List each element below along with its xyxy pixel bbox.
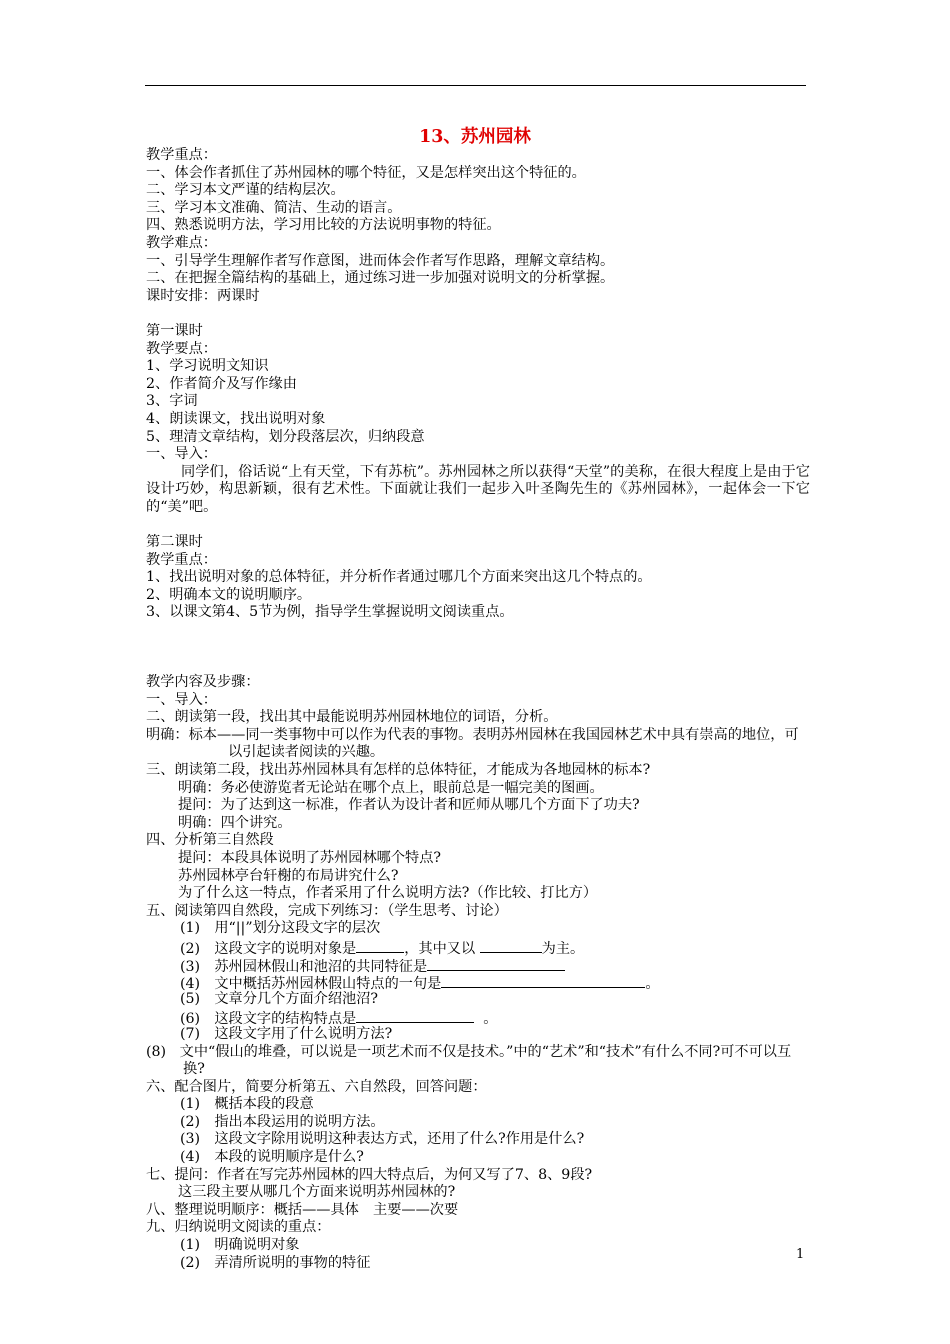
- text-line: 教学重点：: [146, 551, 217, 568]
- item-number: (2): [180, 1254, 201, 1271]
- item-number: (1): [180, 920, 201, 937]
- text-line: 八、整理说明顺序：概括——具体 主要——次要: [146, 1201, 459, 1218]
- exercise-item: [146, 1008, 810, 1026]
- item-number: (1): [180, 1237, 201, 1254]
- item-text: 这段文字用了什么说明方法?: [214, 1025, 393, 1042]
- intro-paragraph: 同学们，俗话说“上有天堂，下有苏杭”。苏州园林之所以获得“天堂”的美称，在很大程度上是由于它设计巧妙，构思新颖，很有艺术性。下面就让我们一起步入叶圣陶先生的《苏州园林》，一起体会一下它的“美”吧。: [146, 463, 810, 515]
- page-title: 13、苏州园林: [419, 127, 531, 147]
- item-text: 文章分几个方面介绍池沼?: [214, 990, 378, 1007]
- text-line: 六、配合图片，简要分析第五、六自然段，回答问题：: [146, 1078, 487, 1095]
- blank-space: [146, 622, 810, 674]
- item-number: (3): [180, 1131, 201, 1148]
- item-text: 。: [483, 1011, 498, 1028]
- exercise-item: [146, 1026, 810, 1044]
- item-text: 文中“假山的堆叠，可以说是一项艺术而不仅是技术。”中的“艺术”和“技术”有什么不同?可不可以互换?: [179, 1043, 792, 1078]
- text-line: 1、学习说明文知识: [146, 358, 269, 375]
- list-item: [146, 1131, 810, 1149]
- list-item: [146, 1237, 810, 1255]
- exercise-item: [146, 938, 810, 956]
- text-line: 二、在把握全篇结构的基础上，通过练习进一步加强对说明文的分析掌握。: [146, 270, 615, 287]
- item-text: 为主。: [541, 940, 585, 957]
- exercise-item: [146, 991, 810, 1009]
- item-number: (1): [180, 1096, 201, 1113]
- exercise-item: [146, 956, 810, 974]
- text-line: 第一课时: [146, 322, 203, 339]
- item-number: (3): [180, 958, 201, 975]
- text-line: 苏州园林亭台轩榭的布局讲究什么?: [178, 867, 399, 884]
- text-line: 九、归纳说明文阅读的重点：: [146, 1219, 331, 1236]
- item-text: 这段文字除用说明这种表达方式，还用了什么?作用是什么?: [214, 1131, 585, 1148]
- item-text: 用“: [214, 920, 236, 937]
- text-line: 明确：务必使游览者无论站在哪个点上，眼前总是一幅完美的图画。: [178, 779, 604, 796]
- blank-line: [146, 305, 810, 323]
- item-text: ，其中又以: [404, 940, 476, 957]
- item-number: (7): [180, 1025, 201, 1042]
- text-line: 二、朗读第一段，找出其中最能说明苏州园林地位的词语，分析。: [146, 709, 558, 726]
- item-text: 苏州园林假山和池沼的共同特征是: [214, 958, 428, 975]
- text-line: 三、学习本文准确、简洁、生动的语言。: [146, 199, 402, 216]
- item-text: 指出本段运用的说明方法。: [214, 1113, 385, 1130]
- text-line: 四、熟悉说明方法，学习用比较的方法说明事物的特征。: [146, 217, 501, 234]
- answer-paragraph: 明确：标本——同一类事物中可以作为代表的事物。表明苏州园林在我国园林艺术中具有崇高的地位，可以引起读者阅读的兴趣。: [146, 726, 799, 761]
- text-line: 教学难点：: [146, 234, 217, 251]
- text-line: 这三段主要从哪几个方面来说明苏州园林的?: [178, 1184, 456, 1201]
- text-line: 教学要点：: [146, 340, 217, 357]
- exercise-item: [146, 1044, 810, 1079]
- item-number: (5): [180, 990, 201, 1007]
- text-line: 一、体会作者抓住了苏州园林的哪个特征，又是怎样突出这个特征的。: [146, 164, 586, 181]
- text-line: 七、提问：作者在写完苏州园林的四大特点后，为何又写了7、8、9段?: [146, 1166, 593, 1183]
- text-line: 2、作者简介及写作缘由: [146, 375, 297, 392]
- text-line: 为了什么这一特点，作者采用了什么说明方法?（作比较、打比方）: [178, 885, 598, 902]
- text-line: 4、朗读课文，找出说明对象: [146, 410, 326, 427]
- text-line: 第二课时: [146, 534, 203, 551]
- item-number: (2): [180, 940, 201, 957]
- list-item: [146, 1255, 810, 1273]
- text-line: 5、理清文章结构，划分段落层次，归纳段意: [146, 428, 425, 445]
- text-line: 二、学习本文严谨的结构层次。: [146, 182, 345, 199]
- text-line: 明确：四个讲究。: [178, 814, 292, 831]
- blank-field[interactable]: [356, 1008, 474, 1023]
- item-number: (2): [180, 1113, 201, 1130]
- exercise-item: [146, 973, 810, 991]
- text-line: 一、导入：: [146, 446, 217, 463]
- item-number: (4): [180, 976, 201, 993]
- text-line: 3、字词: [146, 393, 198, 410]
- document-body: [146, 147, 810, 1272]
- blank-field[interactable]: [356, 938, 404, 953]
- item-text: 概括本段的段意: [214, 1096, 314, 1113]
- blank-field[interactable]: [427, 956, 565, 971]
- list-item: [146, 1096, 810, 1114]
- item-number: (4): [180, 1149, 201, 1166]
- text-line: 提问：为了达到这一标准，作者认为设计者和匠师从哪几个方面下了功夫?: [178, 797, 640, 814]
- item-text: 弄清所说明的事物的特征: [214, 1254, 371, 1271]
- item-text: ”划分这段文字的层次: [245, 920, 381, 937]
- blank-field[interactable]: [480, 938, 542, 953]
- item-number: (6): [180, 1011, 201, 1028]
- blank-field[interactable]: [441, 973, 645, 988]
- blank-line: [146, 516, 810, 534]
- divider-mark: ||: [235, 920, 246, 937]
- list-item: [146, 1149, 810, 1167]
- text-line: 课时安排：两课时: [146, 287, 260, 304]
- item-text: 这段文字的结构特点是: [214, 1011, 357, 1028]
- steps-heading: 教学内容及步骤：: [146, 674, 260, 691]
- text-line: 三、朗读第二段，找出苏州园林具有怎样的总体特征，才能成为各地园林的标本?: [146, 762, 651, 778]
- header-rule: [145, 85, 806, 86]
- exercise-item: [146, 920, 810, 938]
- text-line: 教学重点：: [146, 147, 217, 163]
- text-line: 一、引导学生理解作者写作意图，进而体会作者写作思路，理解文章结构。: [146, 252, 615, 269]
- text-line: 四、分析第三自然段: [146, 832, 274, 849]
- item-text: 本段的说明顺序是什么?: [214, 1149, 364, 1166]
- text-line: 一、导入：: [146, 691, 217, 708]
- text-line: 1、找出说明对象的总体特征，并分析作者通过哪几个方面来突出这几个特点的。: [146, 569, 652, 586]
- text-line: 2、明确本文的说明顺序。: [146, 586, 312, 603]
- list-item: [146, 1114, 810, 1132]
- text-line: 五、阅读第四自然段，完成下列练习：（学生思考、讨论）: [146, 902, 508, 919]
- item-text: 文中概括苏州园林假山特点的一句是: [214, 976, 442, 993]
- page-number: 1: [796, 1247, 805, 1262]
- item-text: 。: [645, 976, 660, 993]
- text-line: 3、以课文第4、5节为例，指导学生掌握说明文阅读重点。: [146, 604, 514, 621]
- item-text: 明确说明对象: [214, 1237, 300, 1254]
- item-number: (8): [146, 1043, 167, 1060]
- text-line: 提问：本段具体说明了苏州园林哪个特点?: [178, 849, 441, 866]
- item-text: 这段文字的说明对象是: [214, 940, 357, 957]
